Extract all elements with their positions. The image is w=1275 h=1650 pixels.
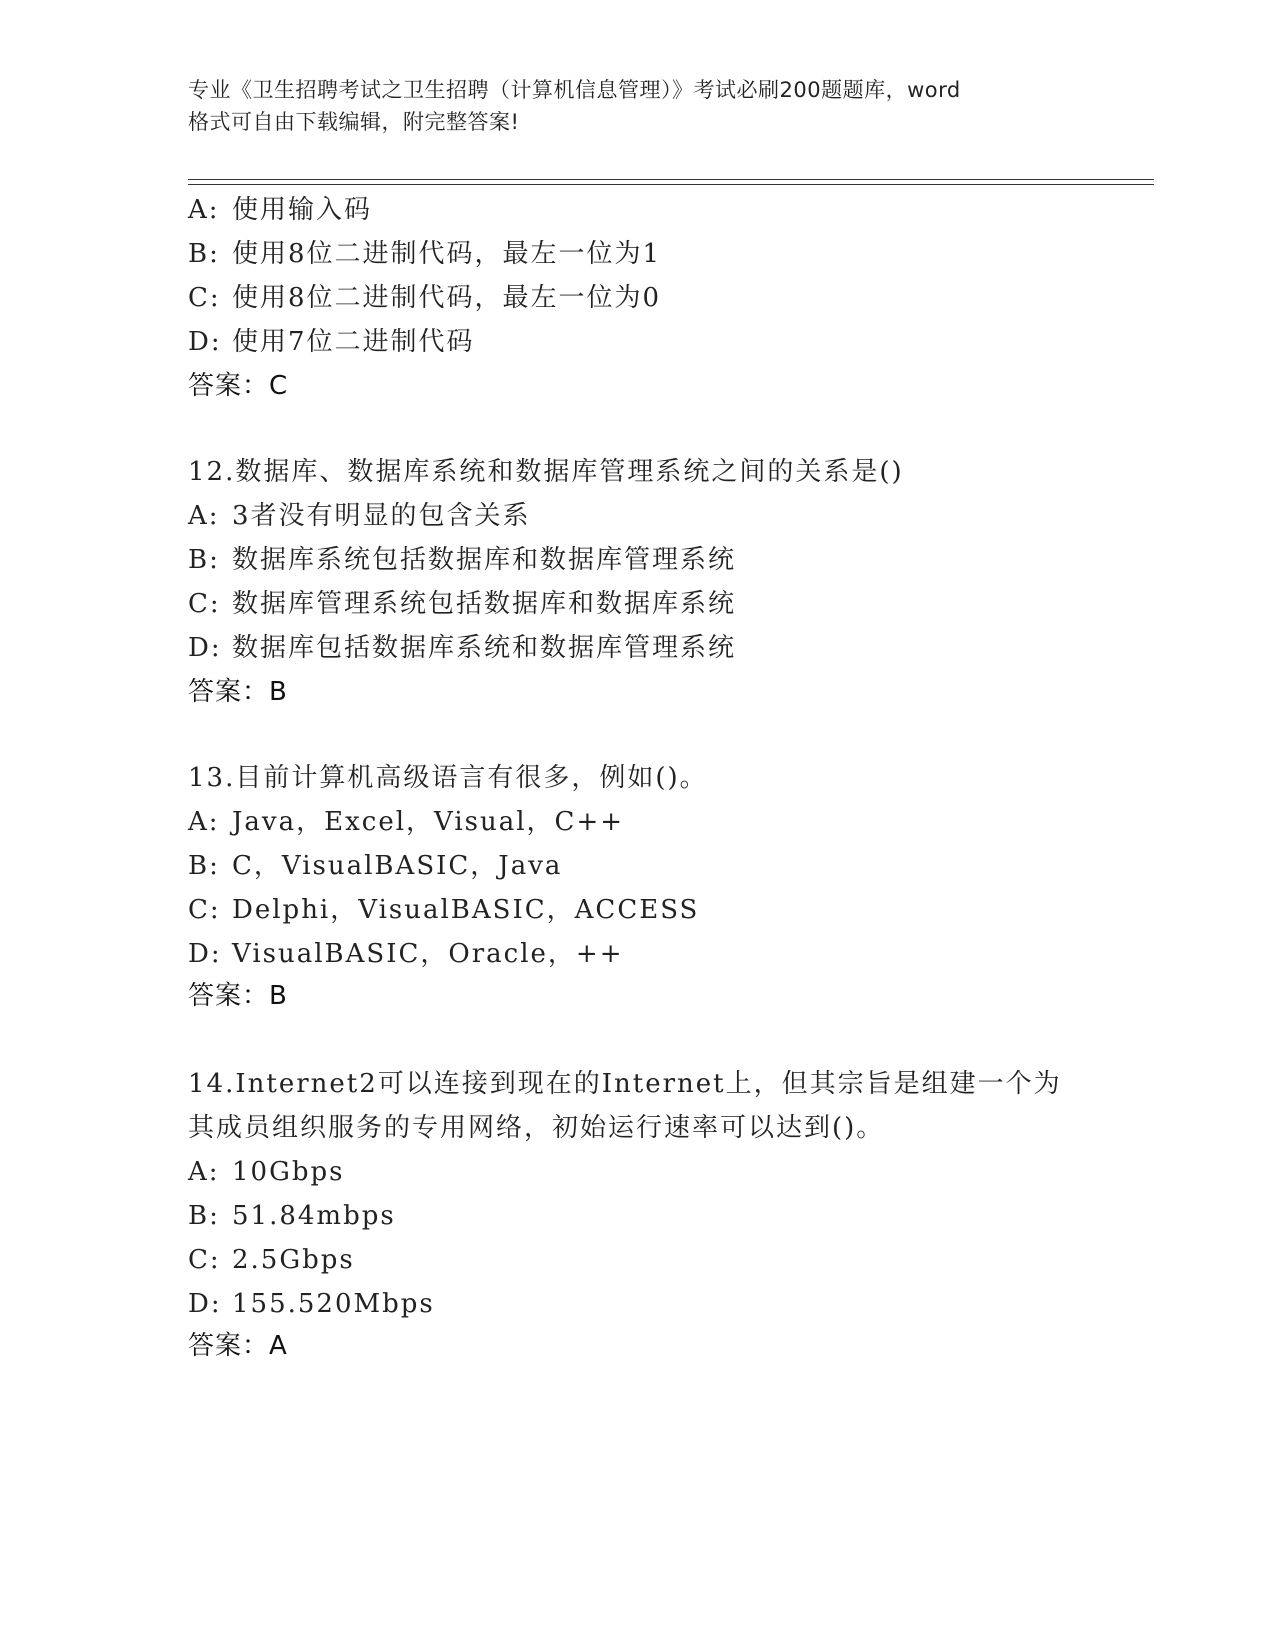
q12-stem: 12.数据库、数据库系统和数据库管理系统之间的关系是() [188,457,904,487]
q11-answer: 答案：C [188,371,289,401]
option-key: D: [188,939,222,969]
option-key: D: [188,1289,222,1319]
q13-answer: 答案：B [188,981,288,1011]
q14-answer: 答案：A [188,1331,288,1361]
header-divider-bottom [188,184,1154,185]
option-key: A: [188,195,220,225]
option-key: D: [188,327,222,357]
q12-option-b [188,542,736,578]
option-text: C，VisualBASIC，Java [232,851,563,881]
option-key: B: [188,1201,220,1231]
q11-option-a [188,192,372,228]
q11-option-c [188,280,661,316]
option-text: 使用输入码 [232,195,373,225]
q14-stem-line-1: 14.Internet2可以连接到现在的Internet上，但其宗旨是组建一个为 [188,1069,1062,1099]
option-text: 3者没有明显的包含关系 [232,501,531,531]
option-key: C: [188,1245,221,1275]
option-key: A: [188,807,220,837]
option-text: Delphi，VisualBASIC，ACCESS [232,895,700,925]
q12-option-d [188,630,736,666]
option-text: 使用8位二进制代码，最左一位为1 [232,239,662,269]
q14-option-d [188,1286,435,1322]
option-text: 数据库包括数据库系统和数据库管理系统 [232,633,737,663]
q12-answer: 答案：B [188,677,288,707]
option-text: VisualBASIC，Oracle，++ [232,939,624,969]
header-line-2: 格式可自由下载编辑，附完整答案! [188,110,520,134]
q13-stem: 13.目前计算机高级语言有很多，例如()。 [188,763,708,793]
q13-option-c [188,892,699,928]
q11-option-d [188,324,475,360]
option-text: 使用7位二进制代码 [232,327,475,357]
option-key: B: [188,851,220,881]
option-key: D: [188,633,222,663]
q13-option-d [188,936,623,972]
q14-option-a [188,1154,344,1190]
q13-option-b [188,848,562,884]
option-key: B: [188,545,220,575]
q11-option-b [188,236,661,272]
header-line-1: 专业《卫生招聘考试之卫生招聘（计算机信息管理）》考试必刷200题题库，word [188,78,961,102]
q14-option-b [188,1198,396,1234]
option-key: A: [188,501,220,531]
option-text: 2.5Gbps [232,1245,355,1275]
option-text: 51.84mbps [232,1201,396,1231]
option-key: C: [188,589,221,619]
header-divider-top [188,179,1154,180]
option-key: C: [188,895,221,925]
option-key: B: [188,239,220,269]
q12-option-c [188,586,736,622]
q12-option-a [188,498,531,534]
document-header [188,74,1088,138]
q14-stem-line-2: 其成员组织服务的专用网络，初始运行速率可以达到()。 [188,1113,885,1143]
option-key: C: [188,283,221,313]
option-key: A: [188,1157,220,1187]
option-text: 10Gbps [232,1157,345,1187]
option-text: 155.520Mbps [232,1289,435,1319]
option-text: 使用8位二进制代码，最左一位为0 [232,283,662,313]
option-text: 数据库系统包括数据库和数据库管理系统 [232,545,737,575]
q13-option-a [188,804,624,840]
q14-option-c [188,1242,355,1278]
option-text: 数据库管理系统包括数据库和数据库系统 [232,589,737,619]
option-text: Java，Excel，Visual，C++ [232,807,625,837]
